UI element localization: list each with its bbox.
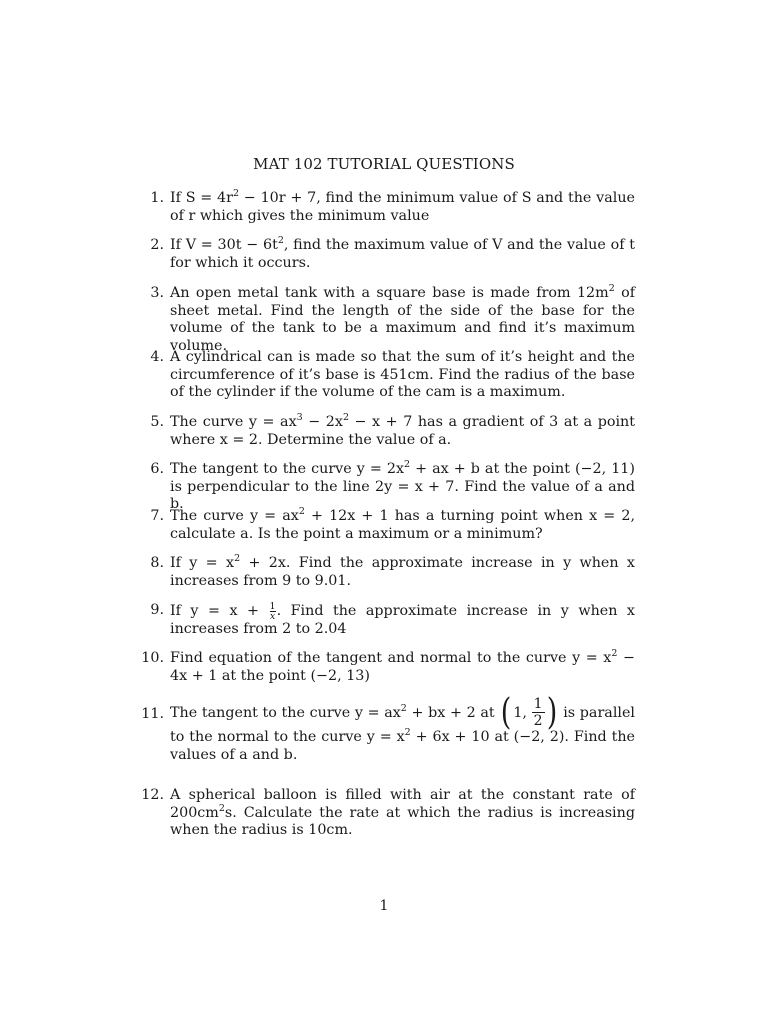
page-title: MAT 102 TUTORIAL QUESTIONS (253, 155, 515, 173)
question-number: 8. (150, 555, 164, 571)
question-number: 12. (141, 787, 164, 803)
question-text: An open metal tank with a square base is made from $12m^2$ of sheet metal. Find the length of the side of the base for the volume of the tank to be a maximum and find it’s maximum volume. (170, 283, 635, 354)
question-number: 7. (150, 508, 164, 524)
question-text: If y = x + $\frac{1}{x}$ . Find the approximate increase in y when x increases from 2 to 2.04 (170, 601, 635, 637)
question-7 (140, 508, 635, 543)
question-3 (140, 285, 635, 355)
question-1 (140, 190, 635, 225)
question-number: 5. (150, 414, 164, 430)
question-text: The tangent to the curve $y = ax^2$ + bx + 2 at ( 1, $\frac{1}{2}$ ) is parallel to the normal to the curve $y = x^2 + 6x + 10$ at (−2, 2). Find the values of a and b. (170, 691, 635, 763)
question-text: If $S = 4r^2 - 10r + 7$, find the minimum value of S and the value of r which gives the minimum value (170, 188, 635, 224)
question-11 (140, 691, 635, 764)
question-number: 10. (141, 650, 164, 666)
question-2 (140, 237, 635, 272)
question-4 (140, 349, 635, 402)
question-text: The tangent to the curve $y = 2x^2$ + ax + b at the point (−2, 11) is perpendicular to the line 2y = x + 7. Find the value of a and b. (170, 459, 635, 513)
page-number: 1 (379, 898, 389, 914)
question-text: Find equation of the tangent and normal to the curve $y = x^2 - 4x + 1$ at the point (−2, 13) (170, 648, 635, 684)
question-text: A spherical balloon is filled with air at the constant rate of $200cm^2s$. Calculate the rate at which the radius is increasing when the radius is 10cm. (170, 787, 635, 839)
question-5 (140, 414, 635, 449)
question-9 (140, 602, 635, 639)
question-text: If $V = 30t - 6t^2$, find the maximum value of V and the value of t for which it occurs. (170, 235, 636, 271)
question-12 (140, 787, 635, 840)
question-text: The curve $y = ax^3 - 2x^2 - x + 7$ has a gradient of 3 at a point where x = 2. Determine the value of a. (170, 412, 636, 448)
question-text: A cylindrical can is made so that the sum of it’s height and the circumference of it’s base is 451cm. Find the radius of the base of the cylinder if the volume of the cam is a maximum. (170, 349, 635, 401)
question-text: The curve $y = ax^2 + 12x + 1$ has a turning point when x = 2, calculate a. Is the point a maximum or a minimum? (170, 506, 635, 542)
question-number: 1. (150, 190, 164, 206)
question-number: 6. (150, 461, 164, 477)
question-number: 2. (150, 237, 164, 253)
question-number: 9. (150, 602, 164, 618)
question-8 (140, 555, 635, 590)
question-text: If $y = x^2 + 2x$. Find the approximate increase in y when x increases from 9 to 9.01. (170, 553, 635, 589)
question-number: 4. (150, 349, 164, 365)
question-number: 11. (141, 706, 164, 722)
question-number: 3. (150, 285, 164, 301)
question-10 (140, 650, 635, 685)
question-6 (140, 461, 635, 514)
